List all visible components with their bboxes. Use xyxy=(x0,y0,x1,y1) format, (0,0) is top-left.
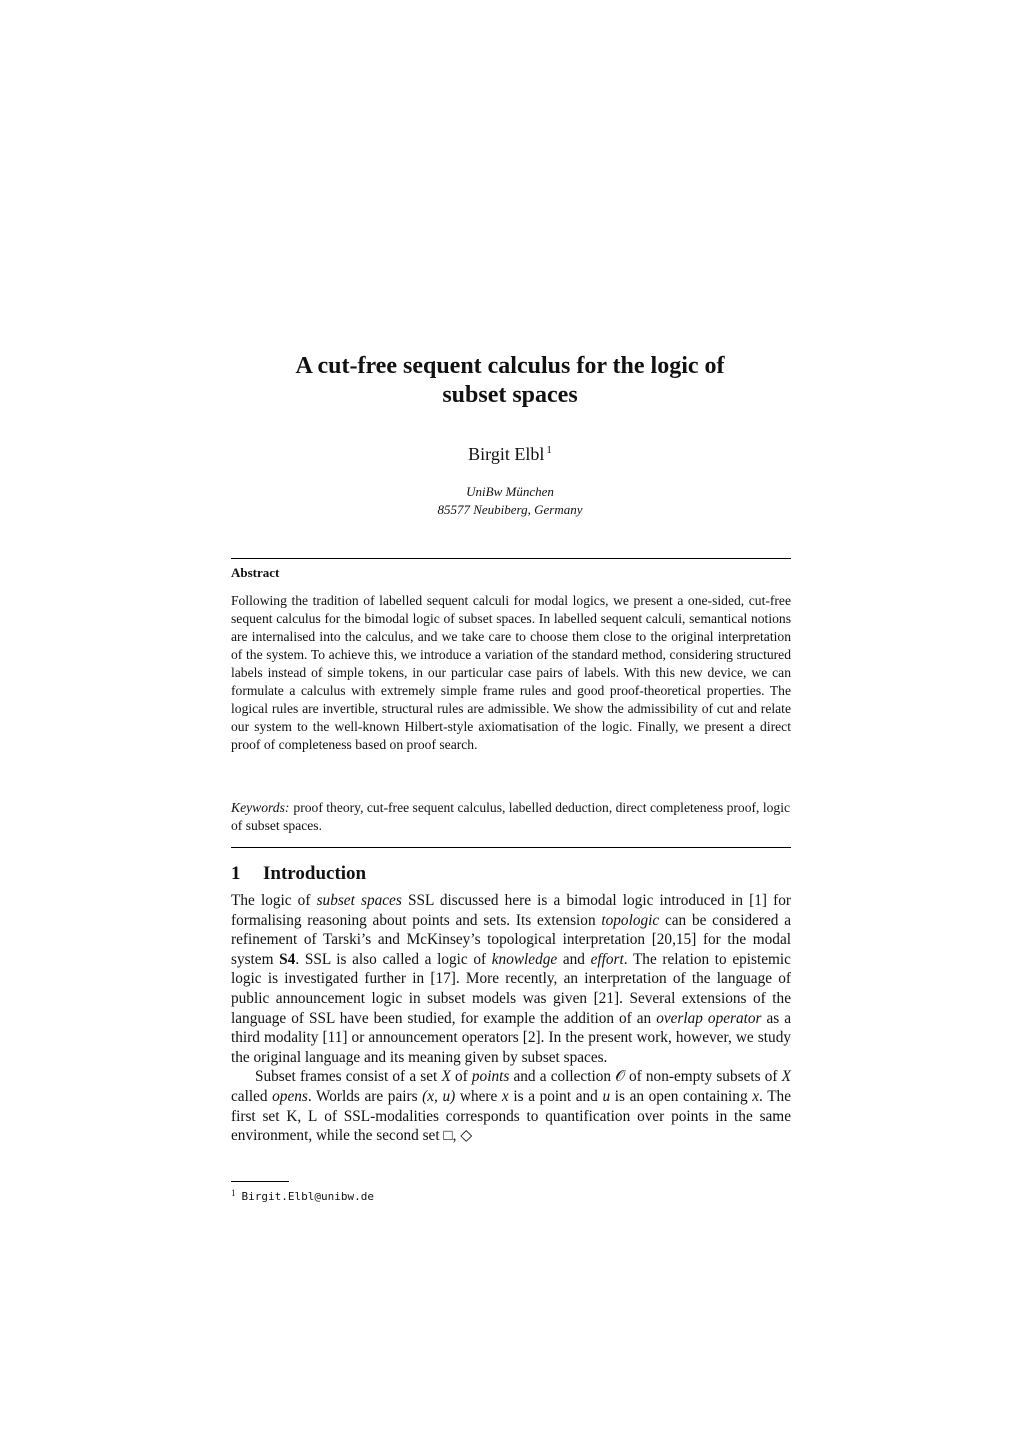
emphasis: overlap operator xyxy=(656,1009,762,1027)
affiliation-line-1: UniBw München xyxy=(466,484,554,499)
math: (x, u) xyxy=(422,1087,456,1105)
text-span: . The first set xyxy=(231,1087,791,1125)
footnote xyxy=(231,1188,374,1203)
math: K, L xyxy=(286,1107,318,1125)
text-span: of SSL-modalities corresponds to quantification over points in the same environment, while the second set xyxy=(231,1107,791,1145)
emphasis: points xyxy=(471,1068,510,1086)
math: X xyxy=(781,1068,791,1086)
emphasis: knowledge xyxy=(491,950,558,968)
text-span: can be considered a refinement of Tarski’s and McKinsey’s topological interpretation [20,15] for the modal system xyxy=(231,911,791,968)
emphasis: effort xyxy=(590,950,624,968)
text-span: The logic of xyxy=(231,892,317,909)
keywords xyxy=(231,799,791,835)
affiliation xyxy=(230,483,790,519)
text-span: SSL discussed here is a bimodal logic introduced in [1] for formalising reasoning about points and sets. Its extension xyxy=(231,892,791,929)
abstract-text: Following the tradition of labelled sequent calculi for modal logics, we present a one-sided, cut-free sequent calculus for the bimodal logic of subset spaces. In labelled sequent calculi, semantical notions are internalised into the calculus, and we take care to choose them close to the original interpretation of the system. To achieve this, we introduce a variation of the standard method, considering structured labels instead of simple tokens, in our particular case pairs of labels. With this new device, we can formulate a calculus with extremely simple frame rules and good proof-theoretical properties. The logical rules are invertible, structural rules are admissible. We show the admissibility of cut and relate our system to the well-known Hilbert-style axiomatisation of the logic. Finally, we present a direct proof of completeness based on proof search. xyxy=(231,593,791,752)
intro-paragraph-1 xyxy=(231,891,791,1067)
text-span: . SSL is also called a logic of xyxy=(295,950,492,968)
section-number: 1 xyxy=(231,863,241,884)
emphasis: topologic xyxy=(601,911,660,929)
bold-term: S4 xyxy=(279,950,296,968)
text-span: Subset frames consist of a set xyxy=(255,1068,442,1086)
footnote-mark: 1 xyxy=(231,1188,236,1198)
text-span: where xyxy=(455,1087,502,1105)
author-name: Birgit Elbl xyxy=(468,444,545,464)
intro-paragraph-2 xyxy=(231,1067,791,1145)
text-span: is a point and xyxy=(508,1087,603,1105)
text-span: and xyxy=(557,950,591,968)
emphasis: subset spaces xyxy=(316,892,402,909)
text-span: of non-empty subsets of xyxy=(624,1068,782,1086)
math: □, ◇ xyxy=(443,1127,473,1145)
math: u xyxy=(602,1087,611,1105)
paper-title xyxy=(230,352,790,410)
text-span: and a collection xyxy=(509,1068,616,1086)
author xyxy=(230,444,790,465)
math: X xyxy=(441,1068,451,1086)
text-span: as a third modality [11] or announcement operators [2]. In the present work, however, we study the original language and its meaning given by subset spaces. xyxy=(231,1009,792,1066)
footnote-rule xyxy=(231,1181,289,1182)
footnote-email: Birgit.Elbl@unibw.de xyxy=(241,1190,374,1203)
math: x xyxy=(752,1087,760,1105)
text-span: of xyxy=(450,1068,472,1086)
text-span: . Worlds are pairs xyxy=(307,1087,423,1105)
title-line-2: subset spaces xyxy=(442,382,578,408)
math: 𝒪 xyxy=(615,1068,625,1086)
section-heading xyxy=(231,863,366,885)
abstract-bottom-rule xyxy=(231,847,791,848)
abstract-top-rule xyxy=(231,558,791,559)
section-title: Introduction xyxy=(263,863,367,884)
affiliation-line-2: 85577 Neubiberg, Germany xyxy=(437,502,583,517)
emphasis: opens xyxy=(272,1087,308,1105)
text-span: . The relation to epistemic logic is investigated further in [17]. More recently, an interpretation of the language of public announcement logic in subset models was given [21]. Several extensions of the language of SSL have been studied, for example the addition of an xyxy=(231,950,791,1027)
keywords-label: Keywords: xyxy=(231,800,290,815)
math: x xyxy=(501,1087,509,1105)
text-span: called xyxy=(231,1087,273,1105)
author-footnote-mark: 1 xyxy=(546,444,552,456)
keywords-text: proof theory, cut-free sequent calculus, labelled deduction, direct completeness proof, logic of subset spaces. xyxy=(231,800,791,833)
title-line-1: A cut-free sequent calculus for the logic of xyxy=(295,353,725,379)
abstract-heading: Abstract xyxy=(231,565,280,580)
introduction-body xyxy=(231,891,791,1146)
text-span: is an open containing xyxy=(610,1087,753,1105)
